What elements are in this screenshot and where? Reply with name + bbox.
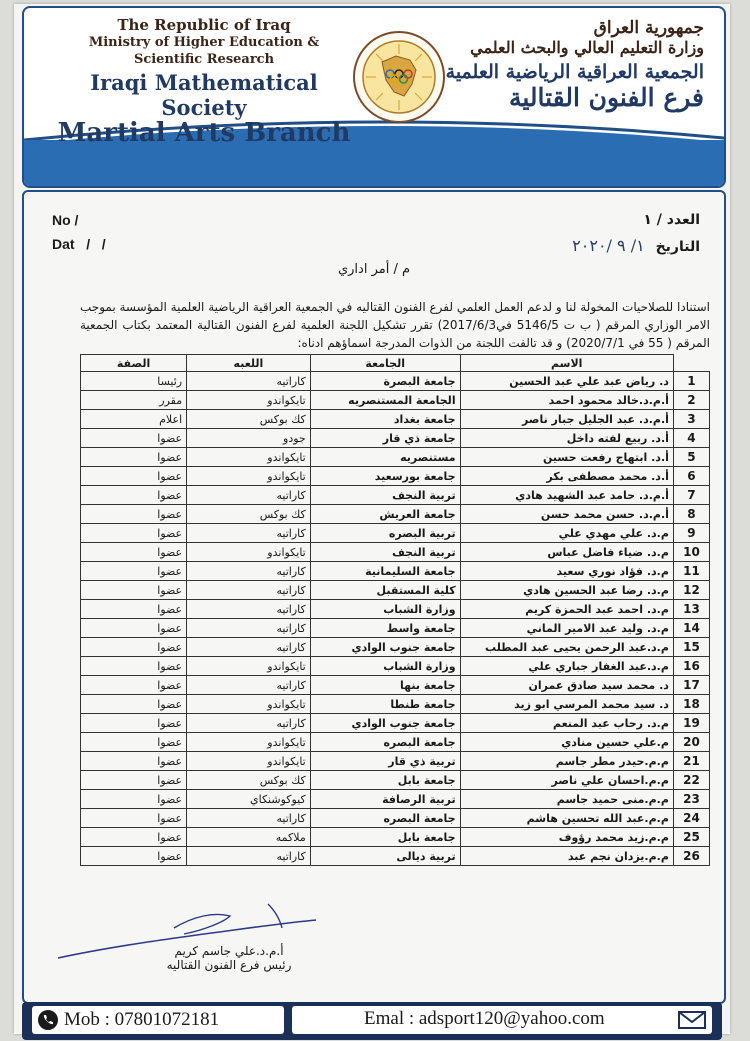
ministry-ar: وزارة التعليم العالي والبحث العلمي bbox=[470, 38, 704, 57]
member-role: عضوا bbox=[81, 581, 187, 600]
republic-ar: جمهورية العراق bbox=[593, 18, 704, 38]
member-university: جامعة البصره bbox=[310, 733, 460, 752]
letter-body bbox=[22, 190, 726, 1004]
member-name: أ.د. ابتهاج رفعت حسين bbox=[460, 448, 673, 467]
member-name: م.د. فؤاد نوري سعيد bbox=[460, 562, 673, 581]
table-row bbox=[81, 467, 710, 486]
row-number: 24 bbox=[673, 809, 709, 828]
row-number: 4 bbox=[673, 429, 709, 448]
row-number: 12 bbox=[673, 581, 709, 600]
member-sport: كيوكوشنكاي bbox=[187, 790, 311, 809]
member-name: م.علي حسين منادي bbox=[460, 733, 673, 752]
member-role: عضوا bbox=[81, 467, 187, 486]
table-row bbox=[81, 638, 710, 657]
branch-ar: فرع الفنون القتالية bbox=[508, 83, 704, 112]
row-number: 2 bbox=[673, 391, 709, 410]
member-role: عضوا bbox=[81, 448, 187, 467]
row-number: 1 bbox=[673, 372, 709, 391]
member-sport: جودو bbox=[187, 429, 311, 448]
member-university: تربية النجف bbox=[310, 486, 460, 505]
member-university: كلية المستقبل bbox=[310, 581, 460, 600]
letterhead-english bbox=[54, 16, 354, 148]
member-role: عضوا bbox=[81, 429, 187, 448]
member-sport: كك بوكس bbox=[187, 771, 311, 790]
branch-en: Martial Arts Branch bbox=[57, 118, 351, 148]
member-university: جامعة طنطا bbox=[310, 695, 460, 714]
member-university: تربية ذي قار bbox=[310, 752, 460, 771]
member-role: اعلام bbox=[81, 410, 187, 429]
row-number: 3 bbox=[673, 410, 709, 429]
row-number: 10 bbox=[673, 543, 709, 562]
member-university: جامعة واسط bbox=[310, 619, 460, 638]
signatory-name: أ.م.د.علي جاسم كريم bbox=[174, 944, 284, 958]
row-number: 11 bbox=[673, 562, 709, 581]
member-university: وزارة الشباب bbox=[310, 600, 460, 619]
member-university: جامعة البصره bbox=[310, 809, 460, 828]
table-row bbox=[81, 657, 710, 676]
row-number: 14 bbox=[673, 619, 709, 638]
member-university: جامعة بابل bbox=[310, 828, 460, 847]
member-sport: تايكواندو bbox=[187, 657, 311, 676]
member-sport: كاراتيه bbox=[187, 486, 311, 505]
row-number: 20 bbox=[673, 733, 709, 752]
member-role: عضوا bbox=[81, 524, 187, 543]
member-sport: تايكواندو bbox=[187, 752, 311, 771]
member-name: م.م.منى حميد جاسم bbox=[460, 790, 673, 809]
table-row bbox=[81, 619, 710, 638]
table-row bbox=[81, 733, 710, 752]
member-name: م.د. ضياء فاضل عباس bbox=[460, 543, 673, 562]
member-name: أ.د. محمد مصطفى بكر bbox=[460, 467, 673, 486]
row-number: 19 bbox=[673, 714, 709, 733]
member-name: م.د. رحاب عبد المنعم bbox=[460, 714, 673, 733]
member-sport: تايكواندو bbox=[187, 543, 311, 562]
member-name: م.م.يزدان نجم عبد bbox=[460, 847, 673, 866]
member-name: م.د.عبد الرحمن يحيى عبد المطلب bbox=[460, 638, 673, 657]
member-name: د. سيد محمد المرسي ابو زيد bbox=[460, 695, 673, 714]
member-name: أ.د. ربيع لفته داخل bbox=[460, 429, 673, 448]
member-university: جامعة ذي قار bbox=[310, 429, 460, 448]
member-name: أ.م.د. حسن محمد حسن bbox=[460, 505, 673, 524]
member-role: عضوا bbox=[81, 733, 187, 752]
member-sport: تايكواندو bbox=[187, 733, 311, 752]
row-number: 13 bbox=[673, 600, 709, 619]
member-sport: تايكواندو bbox=[187, 695, 311, 714]
member-university: تربية ديالى bbox=[310, 847, 460, 866]
table-row bbox=[81, 372, 710, 391]
member-role: عضوا bbox=[81, 828, 187, 847]
member-sport: كاراتيه bbox=[187, 562, 311, 581]
letterhead-arabic bbox=[414, 18, 704, 112]
date-ar bbox=[572, 236, 700, 260]
member-name: م.د. وليد عبد الامير الماني bbox=[460, 619, 673, 638]
email-box bbox=[292, 1006, 712, 1034]
member-university: جامعة جنوب الوادي bbox=[310, 714, 460, 733]
member-name: م.د. رضا عبد الحسين هادي bbox=[460, 581, 673, 600]
table-row bbox=[81, 581, 710, 600]
document-page bbox=[14, 4, 730, 1034]
mobile-box bbox=[32, 1006, 284, 1034]
member-sport: ملاكمه bbox=[187, 828, 311, 847]
member-name: م.د.عبد الغفار جباري علي bbox=[460, 657, 673, 676]
col-sport: اللعبه bbox=[187, 355, 311, 372]
member-role: عضوا bbox=[81, 714, 187, 733]
member-role: عضوا bbox=[81, 638, 187, 657]
row-number: 18 bbox=[673, 695, 709, 714]
member-role: عضوا bbox=[81, 543, 187, 562]
member-sport: كاراتيه bbox=[187, 372, 311, 391]
member-name: أ.م.د.خالد محمود احمد bbox=[460, 391, 673, 410]
member-sport: كك بوكس bbox=[187, 410, 311, 429]
member-university: جامعة العريش bbox=[310, 505, 460, 524]
date-en: Dat / / bbox=[52, 236, 106, 252]
row-number: 22 bbox=[673, 771, 709, 790]
mobile-number[interactable]: Mob : 07801072181 bbox=[64, 1009, 220, 1030]
member-role: عضوا bbox=[81, 771, 187, 790]
table-row bbox=[81, 676, 710, 695]
number-ar: العدد / ١ bbox=[643, 212, 700, 228]
member-role: عضوا bbox=[81, 562, 187, 581]
row-number: 6 bbox=[673, 467, 709, 486]
member-sport: تايكواندو bbox=[187, 391, 311, 410]
row-number: 9 bbox=[673, 524, 709, 543]
society-ar: الجمعية العراقية الرياضية العلمية bbox=[445, 61, 704, 83]
reference-english bbox=[52, 212, 106, 260]
member-role: عضوا bbox=[81, 790, 187, 809]
row-number: 25 bbox=[673, 828, 709, 847]
member-role: عضوا bbox=[81, 619, 187, 638]
member-name: م.م.زيد محمد رؤوف bbox=[460, 828, 673, 847]
member-sport: كاراتيه bbox=[187, 714, 311, 733]
table-row bbox=[81, 752, 710, 771]
row-number: 16 bbox=[673, 657, 709, 676]
member-role: عضوا bbox=[81, 847, 187, 866]
row-number: 23 bbox=[673, 790, 709, 809]
number-en: No / bbox=[52, 212, 79, 228]
member-name: أ.م.د. حامد عبد الشهيد هادي bbox=[460, 486, 673, 505]
member-role: عضوا bbox=[81, 486, 187, 505]
member-name: د. رياض عبد علي عبد الحسين bbox=[460, 372, 673, 391]
table-row bbox=[81, 828, 710, 847]
table-row bbox=[81, 524, 710, 543]
society-en: Iraqi Mathematical Society bbox=[90, 70, 318, 120]
member-name: د. محمد سيد صادق عمران bbox=[460, 676, 673, 695]
table-row bbox=[81, 790, 710, 809]
table-header-row bbox=[81, 355, 710, 372]
member-name: م.م.حيدر مطر جاسم bbox=[460, 752, 673, 771]
member-university: جامعة جنوب الوادي bbox=[310, 638, 460, 657]
row-number: 21 bbox=[673, 752, 709, 771]
member-role: عضوا bbox=[81, 676, 187, 695]
member-university: جامعة البصرة bbox=[310, 372, 460, 391]
envelope-icon bbox=[678, 1010, 706, 1030]
table-row bbox=[81, 391, 710, 410]
table-row bbox=[81, 486, 710, 505]
signatory-title: رئيس فرع الفنون القتاليه bbox=[166, 958, 292, 972]
member-university: جامعة بابل bbox=[310, 771, 460, 790]
committee-table bbox=[80, 354, 710, 866]
signatory bbox=[154, 944, 304, 972]
member-name: أ.م.د. عبد الجليل جبار ناصر bbox=[460, 410, 673, 429]
col-university: الجامعة bbox=[310, 355, 460, 372]
letterhead bbox=[22, 6, 726, 188]
member-role: عضوا bbox=[81, 657, 187, 676]
member-university: تربية الرصافة bbox=[310, 790, 460, 809]
table-row bbox=[81, 410, 710, 429]
row-number: 7 bbox=[673, 486, 709, 505]
row-number: 15 bbox=[673, 638, 709, 657]
order-paragraph: استنادا للصلاحيات المخولة لنا و لدعم العمل العلمي لفرع الفنون القتاليه في الجمعية العراقية الرياضية العلمية المؤسسة بموجب الامر الوزاري المرقم ( ب ت 5146/5 في2017/6/3) تقرر تشكيل اللجنة العلمية لفرع الفنون القتالية المعتمد بكتاب الجمعية المرقم ( 55 في 2020/7/1) و قد تالفت اللجنة من الذوات المدرجة اسماؤهم ادناه: bbox=[80, 300, 710, 350]
member-name: م.د. احمد عبد الحمزة كريم bbox=[460, 600, 673, 619]
reference-arabic bbox=[572, 212, 700, 260]
member-role: عضوا bbox=[81, 695, 187, 714]
member-role: رئيسا bbox=[81, 372, 187, 391]
member-name: م.م.احسان علي ناصر bbox=[460, 771, 673, 790]
member-sport: كاراتيه bbox=[187, 581, 311, 600]
member-university: وزارة الشباب bbox=[310, 657, 460, 676]
member-sport: كاراتيه bbox=[187, 619, 311, 638]
member-role: عضوا bbox=[81, 809, 187, 828]
member-university: تربية النجف bbox=[310, 543, 460, 562]
table-row bbox=[81, 847, 710, 866]
table-row bbox=[81, 543, 710, 562]
date-ar-label: التاريخ bbox=[655, 239, 700, 255]
table-row bbox=[81, 429, 710, 448]
table-row bbox=[81, 600, 710, 619]
member-role: عضوا bbox=[81, 600, 187, 619]
col-role: الصفة bbox=[81, 355, 187, 372]
member-sport: تايكواندو bbox=[187, 467, 311, 486]
member-role: عضوا bbox=[81, 752, 187, 771]
ministry-en: Ministry of Higher Education & bbox=[88, 35, 320, 50]
republic-en: The Republic of Iraq bbox=[117, 16, 291, 34]
research-en: Scientific Research bbox=[133, 52, 275, 67]
date-ar-value: ١/ ٩ /٢٠٢٠ bbox=[572, 236, 645, 255]
row-number: 17 bbox=[673, 676, 709, 695]
member-university: جامعة بغداد bbox=[310, 410, 460, 429]
member-sport: كاراتيه bbox=[187, 600, 311, 619]
member-name: م.م.عبد الله تحسين هاشم bbox=[460, 809, 673, 828]
member-sport: كاراتيه bbox=[187, 809, 311, 828]
row-number: 26 bbox=[673, 847, 709, 866]
member-sport: كاراتيه bbox=[187, 847, 311, 866]
member-university: تربية البصره bbox=[310, 524, 460, 543]
member-university: الجامعة المستنصريه bbox=[310, 391, 460, 410]
member-university: جامعة بنها bbox=[310, 676, 460, 695]
col-name: الاسم bbox=[460, 355, 673, 372]
table-row bbox=[81, 505, 710, 524]
member-role: مقرر bbox=[81, 391, 187, 410]
member-sport: كاراتيه bbox=[187, 638, 311, 657]
member-university: جامعة بورسعيد bbox=[310, 467, 460, 486]
member-role: عضوا bbox=[81, 505, 187, 524]
table-row bbox=[81, 771, 710, 790]
member-sport: كاراتيه bbox=[187, 524, 311, 543]
row-number: 5 bbox=[673, 448, 709, 467]
member-name: م.د. علي مهدي علي bbox=[460, 524, 673, 543]
phone-icon bbox=[38, 1010, 58, 1030]
member-sport: تايكواندو bbox=[187, 448, 311, 467]
table-row bbox=[81, 448, 710, 467]
row-number: 8 bbox=[673, 505, 709, 524]
member-university: جامعة السليمانية bbox=[310, 562, 460, 581]
member-sport: كك بوكس bbox=[187, 505, 311, 524]
contact-footer bbox=[22, 1002, 722, 1040]
member-sport: كاراتيه bbox=[187, 676, 311, 695]
email-address[interactable]: Emal : adsport120@yahoo.com bbox=[364, 1008, 605, 1029]
table-row bbox=[81, 562, 710, 581]
table-row bbox=[81, 714, 710, 733]
table-row bbox=[81, 809, 710, 828]
table-row bbox=[81, 695, 710, 714]
member-university: مستنصريه bbox=[310, 448, 460, 467]
subject-line: م / أمر اداري bbox=[337, 262, 411, 277]
